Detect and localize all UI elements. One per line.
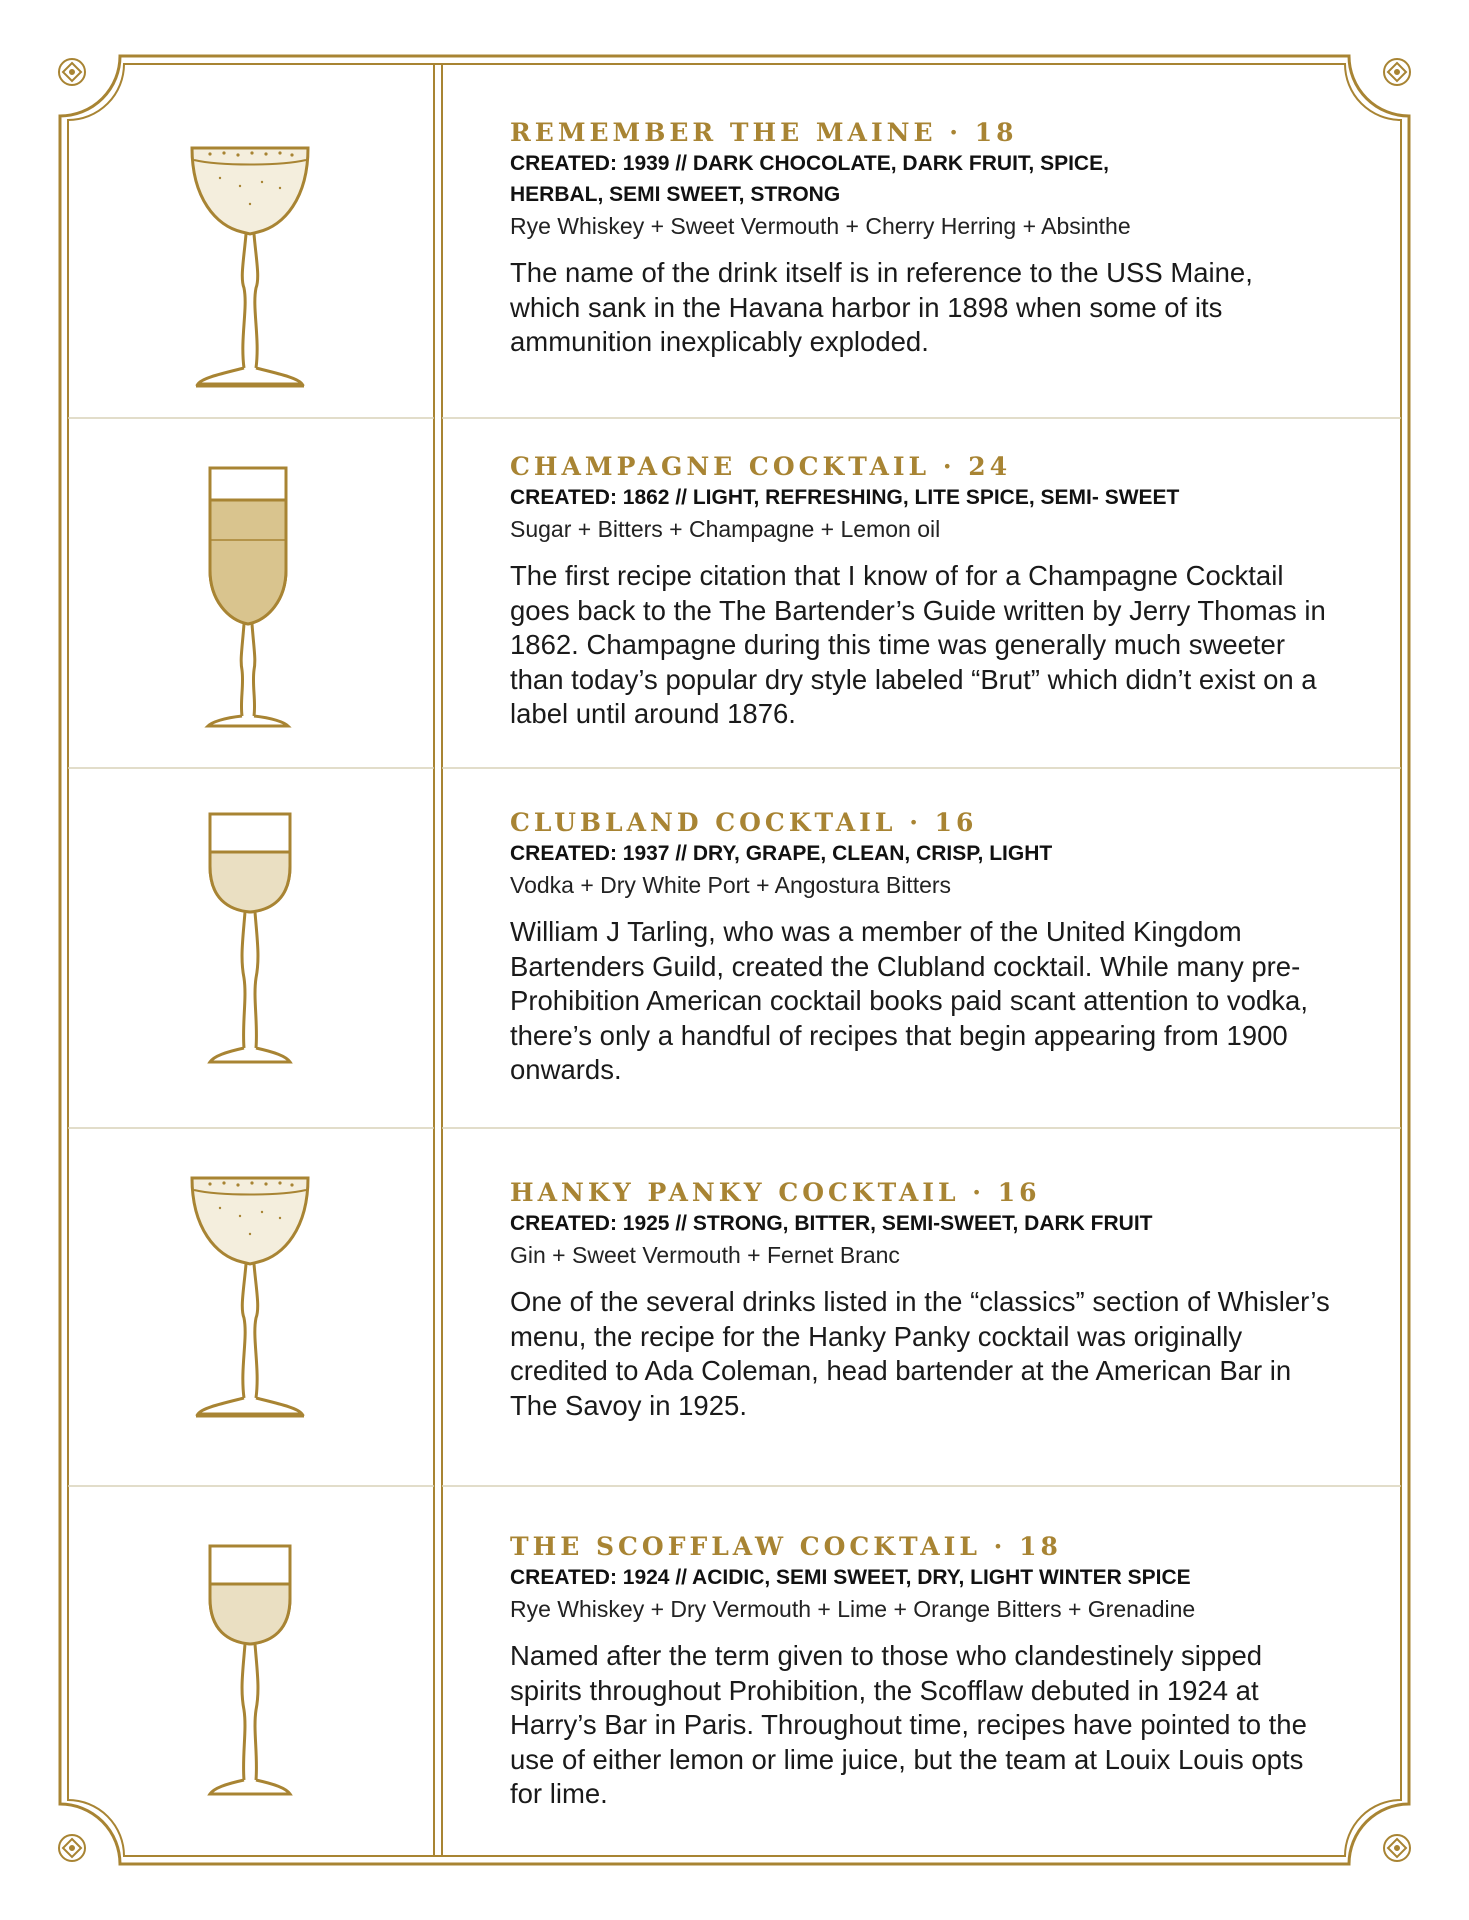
cocktail-price: 18 — [974, 118, 1018, 147]
title-separator: · — [972, 1178, 985, 1207]
cocktail-name: CLUBLAND COCKTAIL — [510, 808, 897, 837]
cocktail-ingredients: Rye Whiskey + Dry Vermouth + Lime + Orange Bitters + Grenadine — [510, 1596, 1196, 1622]
cocktail-price: 24 — [968, 452, 1012, 481]
cocktail-ingredients: Rye Whiskey + Sweet Vermouth + Cherry Herring + Absinthe — [510, 213, 1131, 239]
cocktail-title — [510, 452, 1340, 482]
cocktail-price: 16 — [997, 1178, 1041, 1207]
cocktail-description: Named after the term given to those who clandestinely sipped spirits throughout Prohibition, the Scofflaw debuted in 1924 at Harry’s Bar in Paris. Throughout time, recipes have pointed to the use of either lemon or lime juice, but the team at Louix Louis opts for lime. — [510, 1640, 1307, 1809]
cocktail-created: CREATED: 1862 // LIGHT, REFRESHING, LITE SPICE, SEMI- SWEET — [510, 486, 1180, 509]
cocktail-description: William J Tarling, who was a member of the United Kingdom Bartenders Guild, created the Clubland cocktail. While many pre-Prohibition American cocktail books paid scant attention to vodka, there’s only a handful of recipes that begin appearing from 1900 onwards. — [510, 916, 1308, 1085]
cocktail-created: CREATED: 1924 // ACIDIC, SEMI SWEET, DRY, LIGHT WINTER SPICE — [510, 1566, 1191, 1589]
corner-ornament-icon — [59, 1835, 85, 1861]
cocktail-entry — [510, 808, 1340, 1088]
cocktail-description: The first recipe citation that I know of for a Champagne Cocktail goes back to the The Bartender’s Guide written by Jerry Thomas in 1862. Champagne during this time was generally much sweeter than today’s popular dry style labeled “Brut” which didn’t exist on a label until around 1876. — [510, 560, 1326, 729]
cocktail-name: CHAMPAGNE COCKTAIL — [510, 452, 931, 481]
cocktail-title — [510, 118, 1340, 148]
cocktail-title — [510, 808, 1340, 838]
flute-glass-icon — [198, 460, 298, 732]
cocktail-name: THE SCOFFLAW COCKTAIL — [510, 1532, 981, 1561]
cocktail-entry — [510, 1532, 1340, 1812]
title-separator: · — [949, 118, 962, 147]
cocktail-title — [510, 1178, 1340, 1208]
cocktail-description: The name of the drink itself is in reference to the USS Maine, which sank in the Havana harbor in 1898 when some of its ammunition inexplicably exploded. — [510, 257, 1253, 357]
cocktail-entry — [510, 1178, 1340, 1423]
cocktail-created: CREATED: 1939 // DARK CHOCOLATE, DARK FRUIT, SPICE, HERBAL, SEMI SWEET, STRONG — [510, 152, 1109, 206]
cocktail-name: REMEMBER THE MAINE — [510, 118, 937, 147]
nick-and-nora-glass-icon — [200, 808, 300, 1070]
cocktail-title — [510, 1532, 1340, 1562]
cocktail-created: CREATED: 1937 // DRY, GRAPE, CLEAN, CRISP, LIGHT — [510, 842, 1053, 865]
corner-ornament-icon — [1384, 59, 1410, 85]
cocktail-entry — [510, 118, 1340, 360]
title-separator: · — [993, 1532, 1007, 1561]
cocktail-ingredients: Gin + Sweet Vermouth + Fernet Branc — [510, 1242, 900, 1268]
cocktail-name: HANKY PANKY COCKTAIL — [510, 1178, 960, 1207]
cocktail-price: 16 — [934, 808, 978, 837]
title-separator: · — [942, 452, 956, 481]
cocktail-created: CREATED: 1925 // STRONG, BITTER, SEMI-SWEET, DARK FRUIT — [510, 1212, 1153, 1235]
corner-ornament-icon — [1384, 1835, 1410, 1861]
title-separator: · — [909, 808, 922, 837]
cocktail-ingredients: Sugar + Bitters + Champagne + Lemon oil — [510, 516, 941, 542]
cocktail-ingredients: Vodka + Dry White Port + Angostura Bitters — [510, 872, 952, 898]
cocktail-description: One of the several drinks listed in the “classics” section of Whisler’s menu, the recipe for the Hanky Panky cocktail was originally credited to Ada Coleman, head bartender at the American Bar in The Savoy in 1925. — [510, 1286, 1330, 1421]
nick-and-nora-glass-icon — [200, 1540, 300, 1802]
corner-ornament-icon — [59, 59, 85, 85]
coupe-glass-icon — [180, 138, 320, 394]
coupe-glass-icon — [180, 1168, 320, 1424]
cocktail-entry — [510, 452, 1340, 732]
cocktail-price: 18 — [1019, 1532, 1062, 1561]
